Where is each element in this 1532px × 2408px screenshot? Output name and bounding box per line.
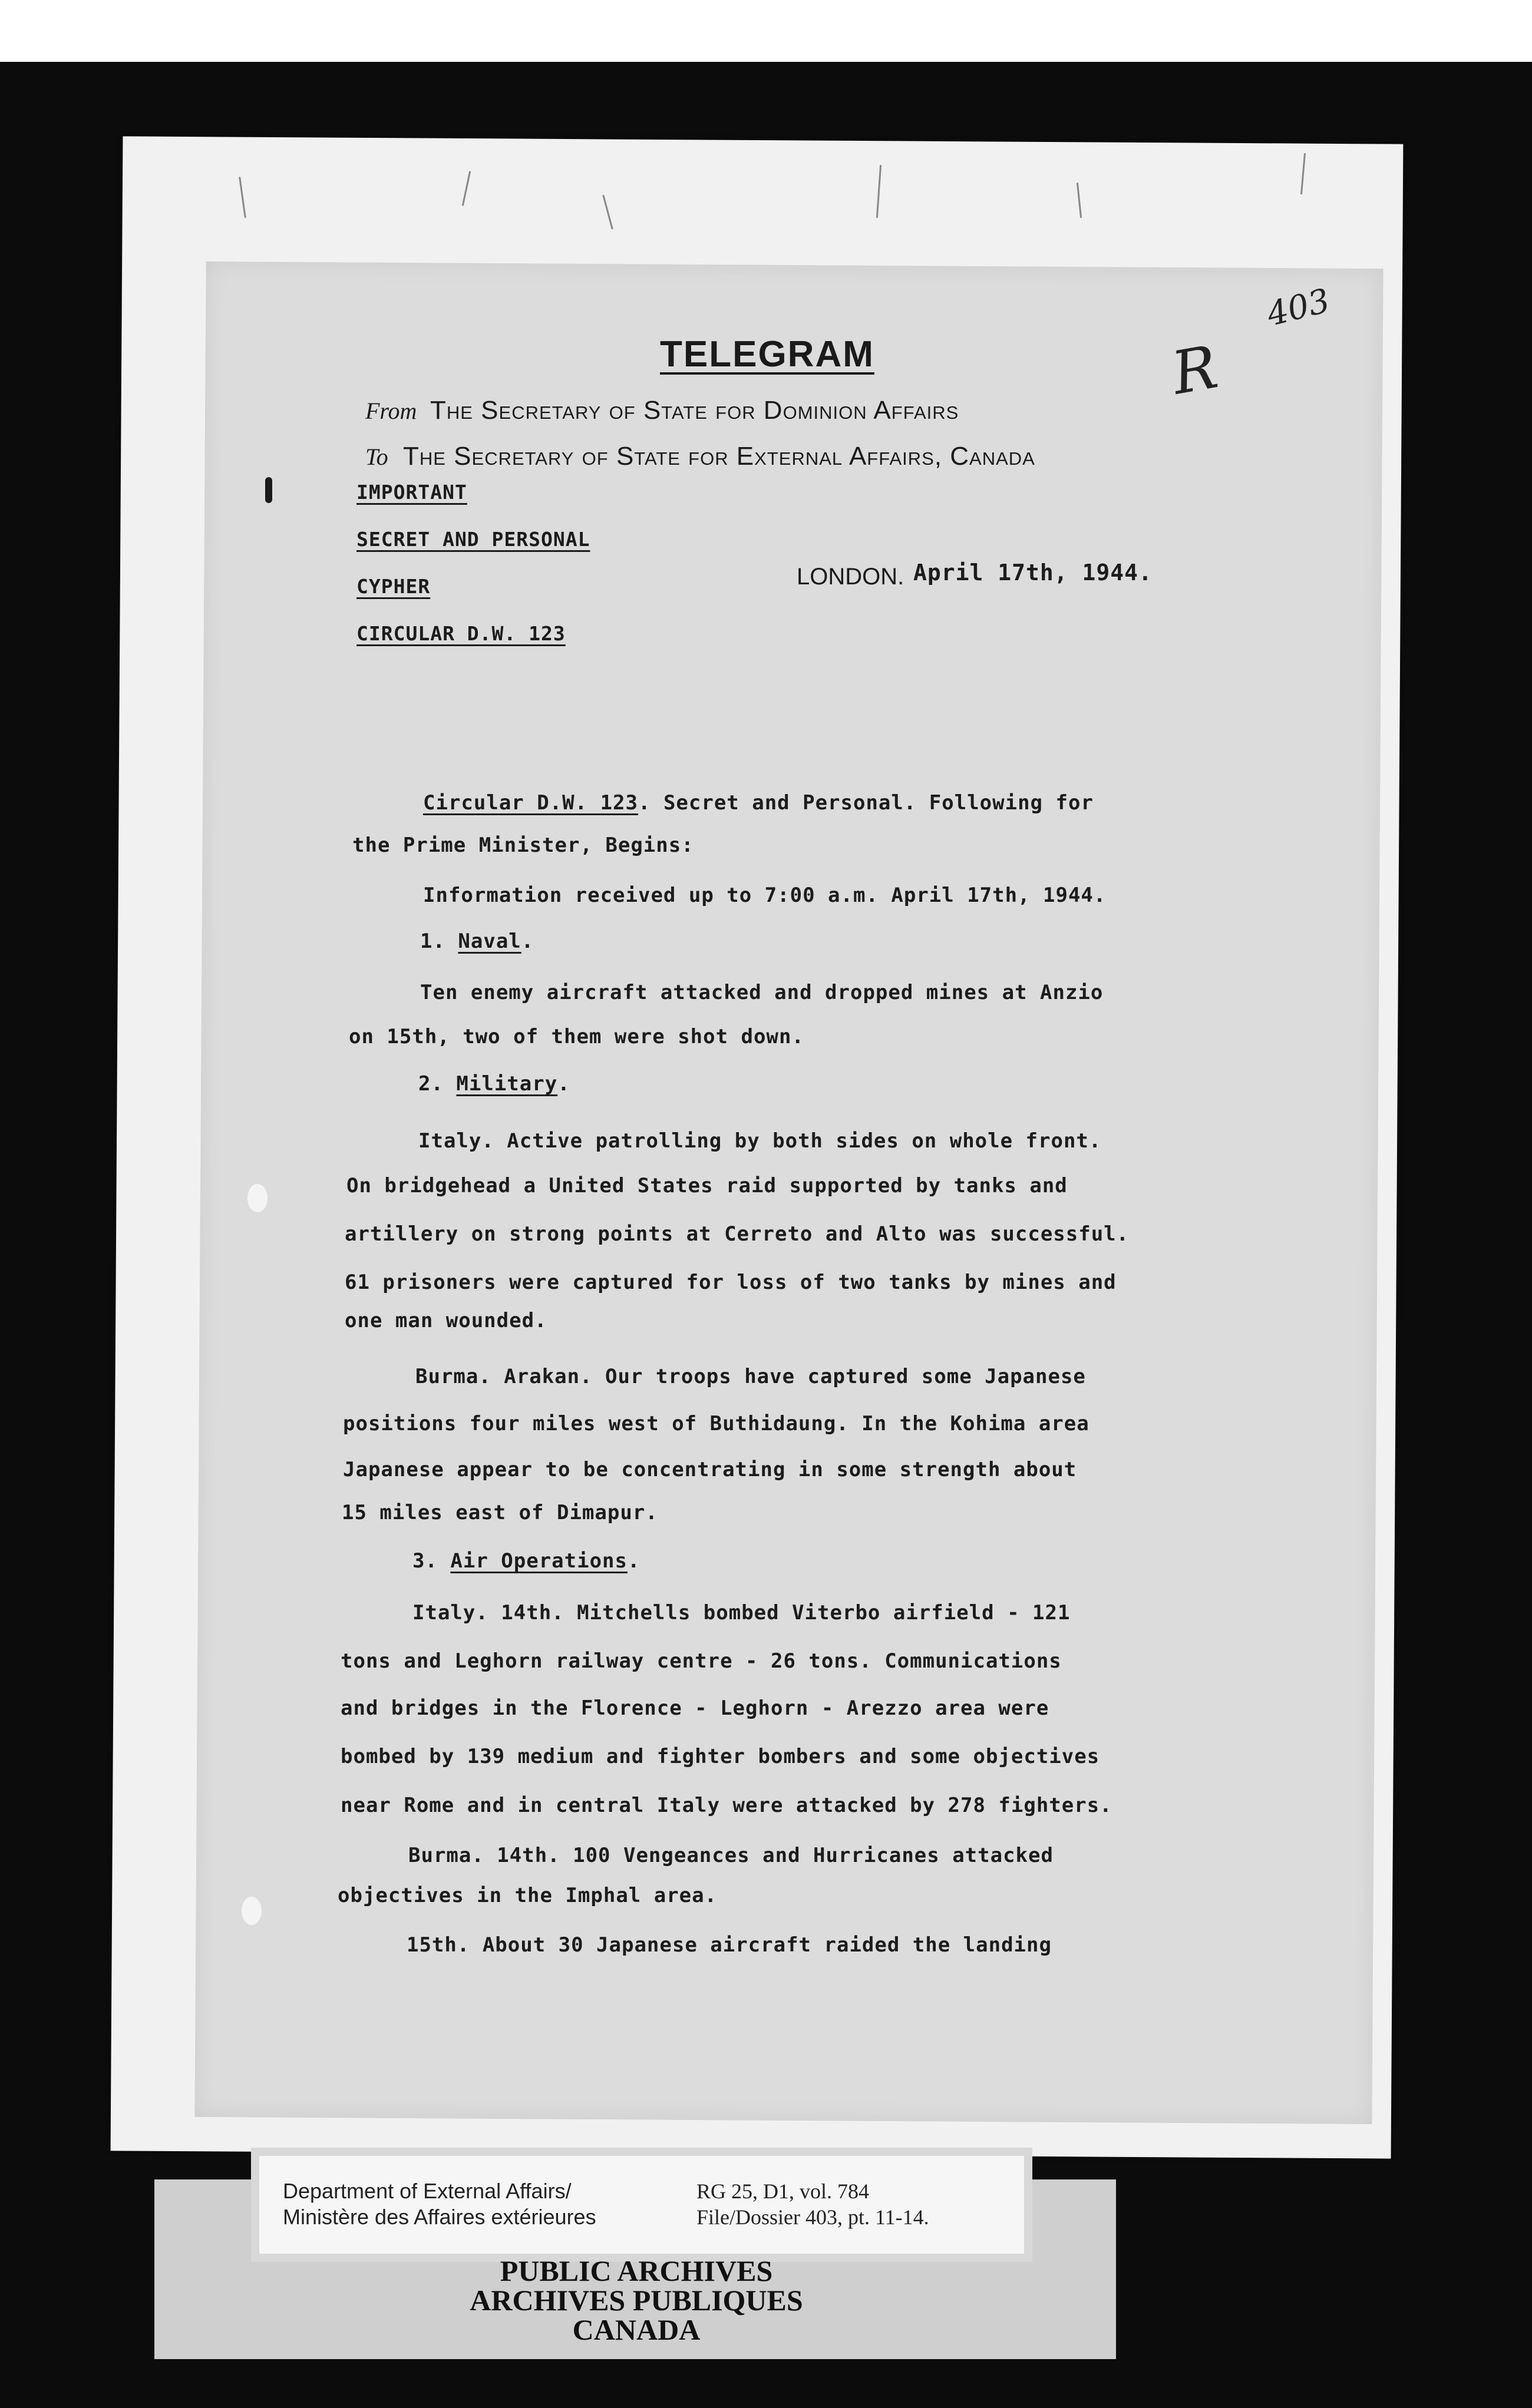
place: LONDON. — [797, 564, 904, 590]
from-line — [365, 396, 959, 425]
page-number: 403 — [1263, 282, 1334, 334]
department-name: Department of External Affairs/ Ministère des Affaires extérieures — [283, 2179, 596, 2229]
body-line: 15th. About 30 Japanese aircraft raided the landing — [407, 1933, 1052, 1957]
from-text: The Secretary of State for Dominion Affairs — [430, 396, 959, 425]
tag-circular: CIRCULAR D.W. 123 — [356, 622, 566, 645]
tag-important: IMPORTANT — [356, 481, 467, 504]
body-line: 3. Air Operations. — [412, 1549, 640, 1573]
punch-hole — [242, 1897, 262, 1925]
body-line: Burma. Arakan. Our troops have captured some Japanese — [415, 1365, 1086, 1388]
body-line: on 15th, two of them were shot down. — [349, 1025, 804, 1048]
body-line: 15 miles east of Dimapur. — [342, 1501, 658, 1524]
to-line — [365, 442, 1035, 471]
body-line: the Prime Minister, Begins: — [352, 833, 694, 857]
body-line: bombed by 139 medium and fighter bombers and some objectives — [341, 1745, 1100, 1768]
top-margin-marks — [218, 153, 1338, 253]
body-line: Italy. Active patrolling by both sides on whole front. — [418, 1129, 1102, 1153]
file-reference: RG 25, D1, vol. 784 File/Dossier 403, pt. 11-14. — [696, 2179, 929, 2229]
body-line: Japanese appear to be concentrating in some strength about — [343, 1458, 1077, 1481]
body-line: near Rome and in central Italy were attacked by 278 fighters. — [341, 1794, 1112, 1817]
body-line: 1. Naval. — [420, 930, 534, 953]
to-text: The Secretary of State for External Affairs, Canada — [403, 442, 1035, 471]
date: April 17th, 1944. — [913, 560, 1153, 586]
body-line: Burma. 14th. 100 Vengeances and Hurricanes attacked — [408, 1844, 1054, 1867]
body-line: and bridges in the Florence - Leghorn - Arezzo area were — [341, 1696, 1049, 1720]
punch-hole — [247, 1184, 268, 1212]
public-archives-stamp: PUBLIC ARCHIVES ARCHIVES PUBLIQUES CANADA — [470, 2254, 803, 2346]
body-line: Ten enemy aircraft attacked and dropped mines at Anzio — [420, 981, 1104, 1004]
to-label: To — [365, 444, 388, 470]
body-line: 2. Military. — [418, 1072, 570, 1096]
tag-cypher: CYPHER — [356, 575, 431, 598]
telegram-title: TELEGRAM — [660, 334, 874, 375]
body-line: artillery on strong points at Cerreto and Alto was successful. — [345, 1222, 1130, 1246]
margin-mark: R — [1167, 332, 1223, 408]
body-line: one man wounded. — [345, 1309, 547, 1332]
body-line: objectives in the Imphal area. — [338, 1884, 718, 1907]
body-line: 61 prisoners were captured for loss of two tanks by mines and — [345, 1271, 1117, 1294]
body-line: tons and Leghorn railway centre - 26 tons. Communications — [341, 1649, 1062, 1673]
body-line: On bridgehead a United States raid supported by tanks and — [346, 1174, 1068, 1198]
page-clip-mark — [265, 477, 272, 503]
body-line: positions four miles west of Buthidaung. In the Kohima area — [343, 1412, 1089, 1435]
body-line: Information received up to 7:00 a.m. April 17th, 1944. — [423, 884, 1107, 907]
body-line: Circular D.W. 123. Secret and Personal. Following for — [423, 791, 1094, 815]
from-label: From — [365, 398, 417, 424]
body-line: Italy. 14th. Mitchells bombed Viterbo airfield - 121 — [412, 1601, 1071, 1625]
tag-secret-personal: SECRET AND PERSONAL — [356, 528, 590, 551]
